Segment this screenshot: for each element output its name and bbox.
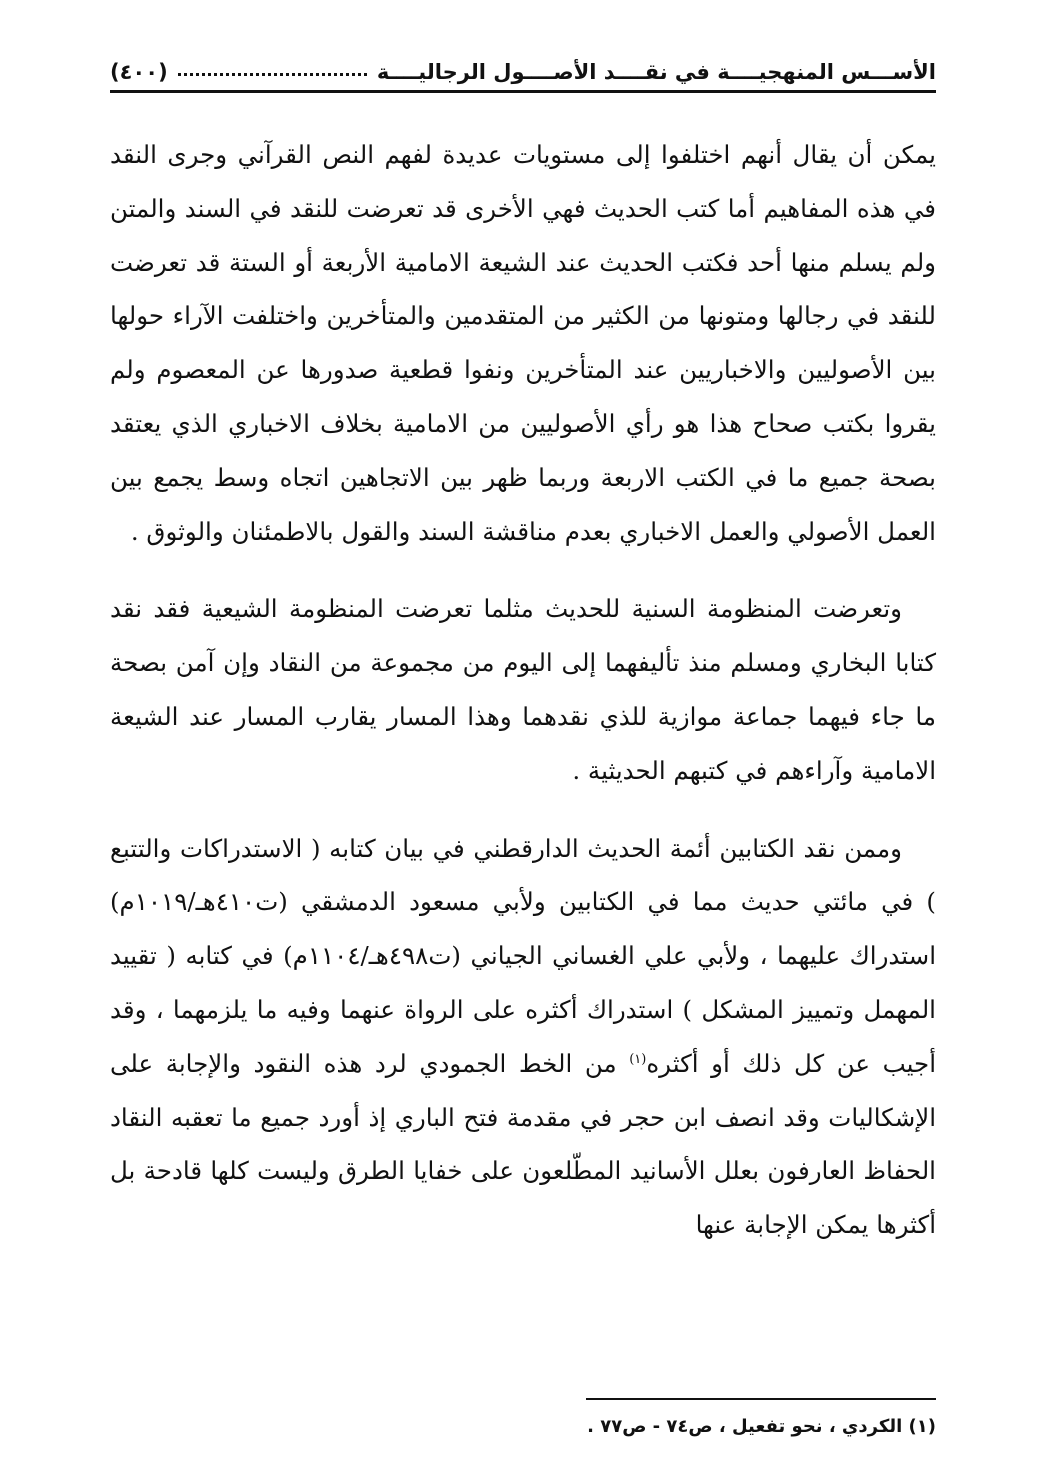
footnote-reference: (١) (629, 1051, 647, 1067)
paragraph-2: وتعرضت المنظومة السنية للحديث مثلما تعرضت المنظومة الشيعية فقد نقد كتابا البخاري ومسلم منذ تأليفهما إلى اليوم من مجموعة من النقاد وإن آمن بصحة ما جاء فيهما جماعة موازية للذي نقدهما وهذا المسار يقارب المسار عند الشيعة الامامية وآراءهم في كتبهم الحديثية . (110, 594, 936, 785)
dotted-leader (178, 73, 367, 76)
paragraph-1: يمكن أن يقال أنهم اختلفوا إلى مستويات عديدة لفهم النص القرآني وجرى النقد في هذه المفاهيم أما كتب الحديث فهي الأخرى قد تعرضت للنقد في السند والمتن ولم يسلم منها أحد فكتب الحديث عند الشيعة الامامية الأربعة أو الستة قد تعرضت للنقد في رجالها ومتونها من الكثير من المتقدمين والمتأخرين واختلفت الآراء حولها بين الأصوليين والاخباريين عند المتأخرين ونفوا قطعية صدورها عن المعصوم ولم يقروا بكتب صحاح هذا هو رأي الأصوليين من الامامية بخلاف الاخباري الذي يعتقد بصحة جميع ما في الكتب الاربعة وربما ظهر بين الاتجاهين اتجاه وسط يجمع بين العمل الأصولي والعمل الاخباري بعدم مناقشة السند والقول بالاطمئنان والوثوق . (110, 140, 936, 546)
running-title: الأســـس المنهجيــــة في نقــــد الأصــــول الرجاليــــة (376, 60, 936, 84)
paragraph-3 (110, 822, 936, 1252)
body-text (110, 128, 936, 1276)
paragraph-3-part-2: من الخط الجمودي لرد هذه النقود والإجابة على الإشكاليات وقد انصف ابن حجر في مقدمة فتح الباري إذ أورد جميع ما تعقبه النقاد الحفاظ العارفون بعلل الأسانيد المطّلعون على خفايا الطرق وليست كلها قادحة بل أكثرها يمكن الإجابة عنها (110, 1048, 936, 1240)
footnote-rule (586, 1398, 936, 1400)
footnote: (١) الكردي ، نحو تفعيل ، ص٧٤ - ص٧٧ . (587, 1416, 936, 1437)
header-rule (110, 90, 936, 93)
paragraph-3-part-1: وممن نقد الكتابين أئمة الحديث الدارقطني في بيان كتابه ( الاستدراكات والتتبع ) في مائتي حديث مما في الكتابين ولأبي مسعود الدمشقي (ت٤١٠هـ/١٠١٩م) استدراك عليهما ، ولأبي علي الغساني الجياني (ت٤٩٨هـ/١١٠٤م) في كتابه ( تقييد المهمل وتمييز المشكل ) استدراك أكثره على الرواة عنهما وفيه ما يلزمهما ، وقد أجيب عن كل ذلك أو أكثره (110, 833, 936, 1078)
page-number: (٤٠٠) (110, 60, 168, 84)
running-header (110, 50, 936, 84)
